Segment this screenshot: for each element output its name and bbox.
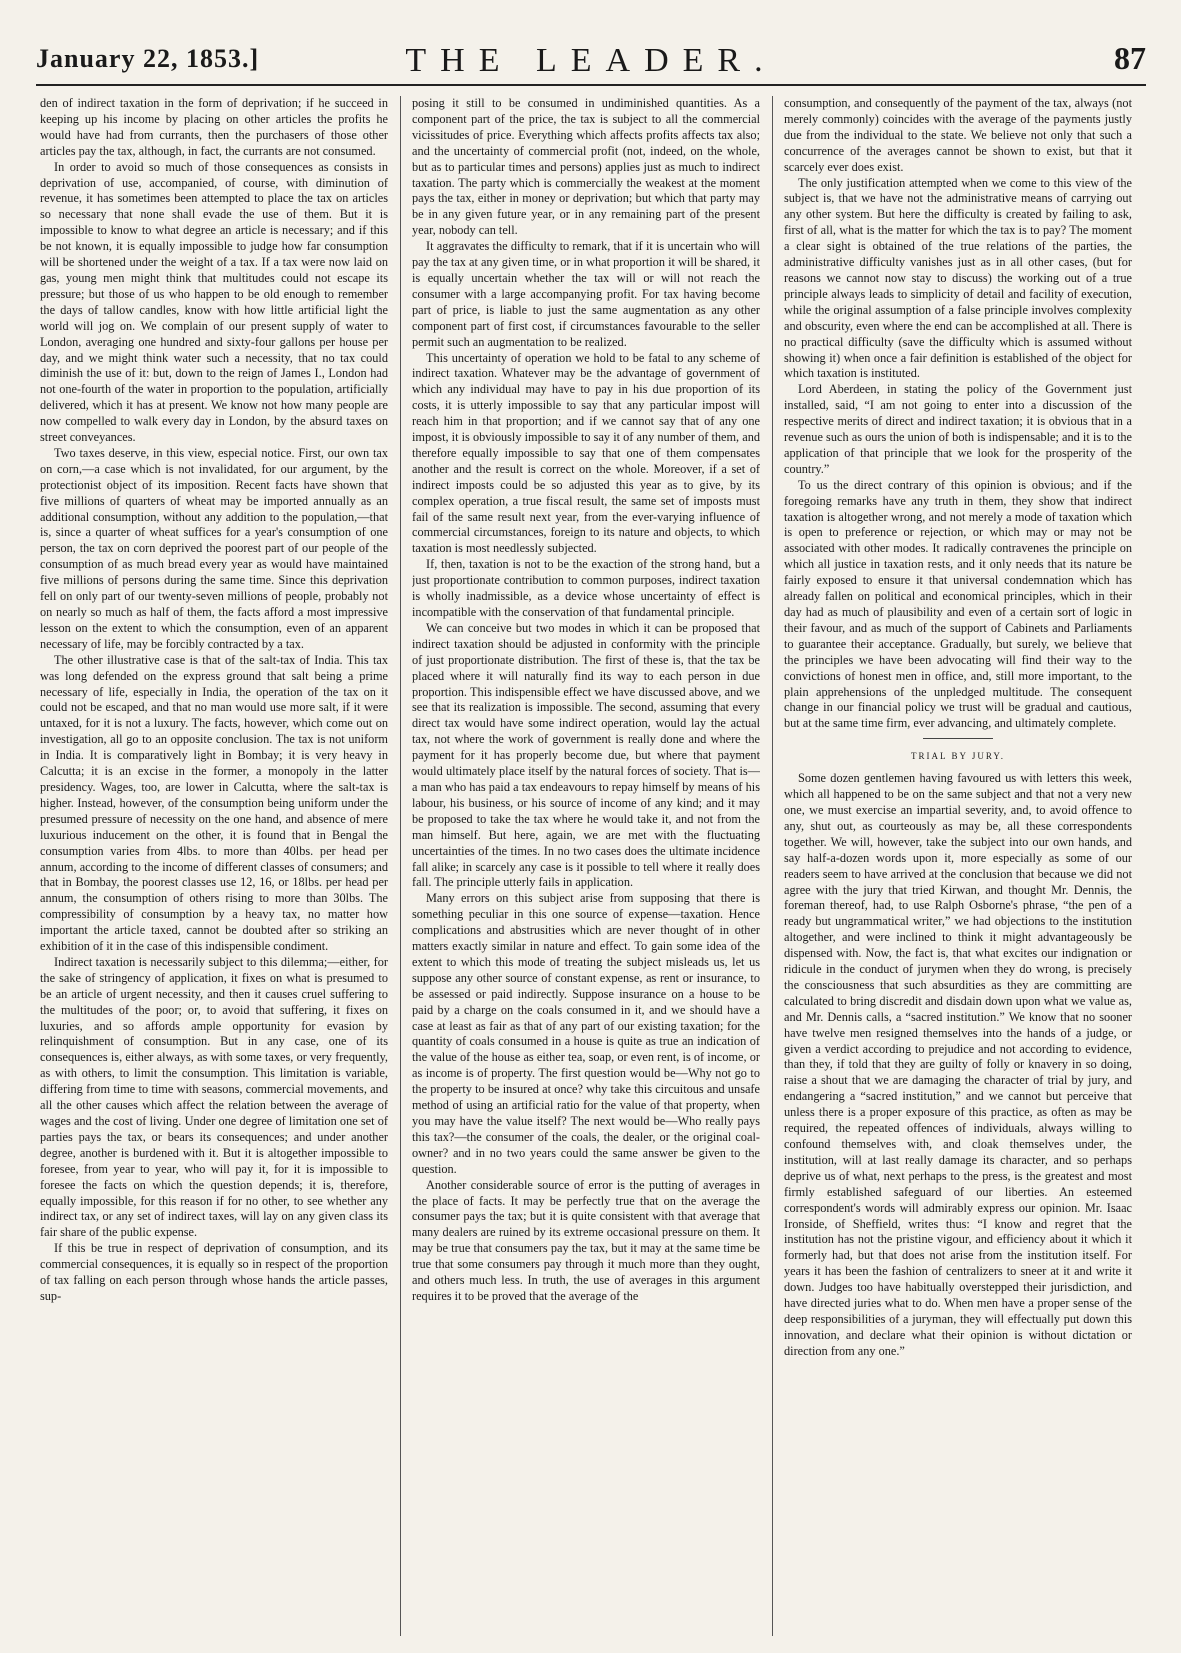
paragraph: It aggravates the difficulty to remark, that if it is uncertain who will pay the tax at any given time, or in what proportion it will be shared, it is equally uncertain whether the tax will or will not reach the consumer with a large accompanying profit. For tax having become part of price, is liable to just the same augmentation as any other component part of first cost, if circumstances favourable to the seller permit such an augmentation to be realized. [412, 239, 760, 349]
page-number: 87 [1114, 40, 1146, 76]
paragraph: Two taxes deserve, in this view, especial notice. First, our own tax on corn,—a case which is not invalidated, for our argument, by the protectionist object of its imposition. Recent facts have shown that five millions of quarters of wheat may be imported annually as an additional consumption, without any addition to the population,—that is, since a quarter of wheat suffices for a year's consumption of one person, the tax on corn deprived the poorest part of our people of the consumption of as much bread every year as would have maintained five millions of persons during the same time. Since this deprivation fell on only part of our twenty-seven millions of people, probably not on nearly so much as half of them, the facts afford a most impressive lesson on the extent to which the consumption, even of an apparent necessary of life, may be forcibly contracted by a tax. [40, 445, 388, 651]
paragraph: This uncertainty of operation we hold to be fatal to any scheme of indirect taxation. Whatever may be the advantage of government of which any individual may have to pay in his due proportion of its costs, it is utterly impossible to say that any particular impost will reach him in that proportion; and if we cannot say that of any one impost, it is obviously impossible to say it of any number of them, and therefore equally impossible to say that one of them compensates another and the result is correct on the whole. Moreover, if a set of indirect imposts could be so adjusted this year as to give, by its complex operation, a true fiscal result, the same set of imposts must fail of the same result next year, from the ever-varying influence of commercial circumstances, foreign to its nature and objects, to which taxation is most needlessly subjected. [412, 350, 760, 556]
column-2 [412, 96, 760, 1636]
paragraph: If this be true in respect of deprivation of consumption, and its commercial consequences, it is equally so in respect of the proportion of tax falling on each person through whose hands the article passes, sup- [40, 1241, 388, 1303]
column-1 [40, 96, 388, 1636]
issue-date: January 22, 1853.] [36, 44, 260, 73]
paragraph: Indirect taxation is necessarily subject to this dilemma;—either, for the sake of stringency of application, it fixes on what is presumed to be an article of urgent necessity, and then it causes cruel suffering to the multitudes of the poor; or, to avoid that suffering, it fixes on luxuries, and so affords ample opportunity for evasion by relinquishment of consumption. But in any case, one of its consequences is, either always, as with some taxes, or very frequently, as with others, to limit the consumption. This limitation is variable, differing from time to time with seasons, commercial movements, and all the other causes which affect the relation between the average of wages and the cost of living. Under one degree of limitation one set of parties pays the tax, or bears its consequences; and under another degree, another is burdened with it. But it is altogether impossible to foresee, from year to year, who will pay it, for it is impossible to foresee the facts on which the question depends; it is, therefore, equally impossible, for this reason if for no other, to see whether any indirect tax, or any set of indirect taxes, will lay on any given class its fair share of the public expense. [40, 954, 388, 1240]
section-rule [923, 738, 993, 739]
paragraph: Some dozen gentlemen having favoured us with letters this week, which all happened to be on the same subject and that not a very new one, we must exercise an impartial severity, and, to avoid offence to any, shut out, as courteously as may be, all these correspondents together. We will, however, take the subject into our own hands, and say half-a-dozen words upon it, more especially as some of our readers seem to have arrived at the conclusion that because we did not agree with the jury that tried Kirwan, and thought Mr. Dennis, the foreman thereof, had, to use Ralph Osborne's phrase, “the pen of a ready but ungrammatical writer,” we had objections to the institution altogether, and were inclined to think it might advantageously be dispensed with. Now, the fact is, that what excites our indignation or ridicule in the conduct of jurymen when they do wrong, is precisely the consciousness that such absurdities as they are committing are calculated to bring discredit and disdain down upon what we value as, and Mr. Dennis calls, a “sacred institution.” We know that no sooner have twelve men resigned themselves into the hands of a judge, or given a verdict according to prejudice and not according to evidence, than they, if told that they are guilty of folly or knavery in so doing, raise a shout that we are damaging the character of trial by jury, and endangering a “sacred institution,” and we cannot but perceive that unless there is a proper exposure of this practice, as often as may be required, the repeated offences of individuals, always willing to confound themselves with, and cloak themselves under, the institution, will at last really damage its character, and so perhaps deprive us of what, next perhaps to the press, is the greatest and most firmly established safeguard of our liberties. An esteemed correspondent's words will admirably express our opinion. Mr. Isaac Ironside, of Sheffield, writes thus: “I know and regret that the institution has not the pristine vigour, and efficiency about it which it formerly had, but that does not arise from the institution itself. For years it has been the fashion of centralizers to sneer at it and write it down. Judges too have habitually overstepped their jurisdiction, and have directed juries what to do. When men have a proper sense of the deep responsibilities of a juryman, they will effectually put down this innovation, and declare what their opinion is without dictation or direction from any one.” [784, 771, 1132, 1358]
paragraph: Lord Aberdeen, in stating the policy of the Government just installed, said, “I am not going to enter into a discussion of the respective merits of direct and indirect taxation; it is obvious that in a revenue such as ours the union of both is indispensable; and it is to the application of that principle that we look for the prosperity of the country.” [784, 382, 1132, 476]
paragraph: Another considerable source of error is the putting of averages in the place of facts. It may be perfectly true that on the average the consumer pays the tax; but it is quite consistent with that average that many dealers are ruined by its extreme occasional pressure on them. It may be true that consumers pay the tax, but it may at the same time be true that some consumers pay through it much more than they ought, and others much less. In truth, the use of averages in this argument requires it to be proved that the average of the [412, 1177, 760, 1303]
column-divider [400, 96, 401, 1636]
paragraph: consumption, and consequently of the payment of the tax, always (not merely commonly) coincides with the average of the payments justly due from the individual to the state. We believe not only that such a concurrence of the averages cannot be shown to exist, but that it scarcely ever does exist. [784, 96, 1132, 174]
newspaper-title: THE LEADER. [405, 42, 777, 79]
paragraph: If, then, taxation is not to be the exaction of the strong hand, but a just proportionate contribution to common purposes, indirect taxation is wholly inadmissible, as a device whose uncertainty of effect is incompatible with the conservation of that fundamental principle. [412, 557, 760, 619]
paragraph: In order to avoid so much of those consequences as consists in deprivation of use, accompanied, of course, with diminution of revenue, it has sometimes been attempted to place the tax on articles so necessary that none shall evade the use of them. But it is impossible to know to what degree an article is necessary; and if this be not known, it is equally impossible to judge how far consumption will be shortened under the weight of a tax. If a tax were now laid on gas, young men might think that multitudes could not escape its pressure; but those of us who happen to be old enough to remember the days of tallow candles, know with how little artificial light the world will jog on. We complain of our present supply of water to London, averaging one hundred and sixty-four gallons per house per day, and we might think water such a necessity, that no tax could diminish the use of it: but, down to the reign of James I., London had not one-fourth of the water in proportion to the population, artificially delivered, which it has at present. We know not how many people are now compelled to walk every day in London, by the absurd taxes on street conveyances. [40, 159, 388, 445]
paragraph: The other illustrative case is that of the salt-tax of India. This tax was long defended on the express ground that salt being a prime necessary of life, especially in India, the operation of the tax on it could not be escaped, and that no man would use more salt, if it were untaxed, for it is not a luxury. The facts, however, which come out on investigation, all go to an opposite conclusion. The tax is not uniform in India. It is comparatively light in Bombay; it is very heavy in Calcutta; it is an excise in the former, a monopoly in the latter presidency. Wages, too, are lower in Calcutta, where the salt-tax is higher. Instead, however, of the consumption being uniform under the presumed pressure of necessity on the one hand, and absence of mere luxurious inducement on the other, it is found that in Bengal the consumption varies from 4lbs. to more than 40lbs. per head per annum, according to the income of different classes of consumers; and that in Bombay, the poorest classes use 12, 16, or 18lbs. per head per annum, the consumption of others rising to more than 30lbs. The compressibility of consumption by a heavy tax, no matter how important the article taxed, cannot be doubted after so striking an exhibition of it in the case of this indispensible condiment. [40, 652, 388, 954]
paragraph: posing it still to be consumed in undiminished quantities. As a component part of the price, the tax is subject to all the commercial vicissitudes of price. Everything which affects profits affects tax also; and the uncertainty of commercial profit (not, indeed, on the whole, but as to particular times and persons) applies just as much to indirect taxation. The party which is commercially the weakest at the moment pays the tax, either in money or deprivation; but which that party may be in any given future year, or in any remaining part of the present year, nobody can tell. [412, 96, 760, 238]
paragraph: To us the direct contrary of this opinion is obvious; and if the foregoing remarks have any truth in them, they show that indirect taxation is altogether wrong, and not merely a mode of taxation which is open to preference or rejection, or which may or may not be associated with other modes. It radically contravenes the principle on which all justice in taxation rests, and it only needs that its nature be fairly exposed to ensure it that universal condemnation which has already fallen on political and economical principles, which in their day had as much of plausibility and even of a certain sort of logic in their favour, and as much of the support of Cabinets and Parliaments to guarantee their acceptance. Gradually, but surely, we believe that the principles we have been advocating will find their way to the convictions of honest men in office, and, still more important, to the plain apprehensions of the unpledged multitude. The consequent change in our financial policy we trust will be gradual and cautious, but at the same time firm, ever advancing, and ultimately complete. [784, 477, 1132, 731]
paragraph: The only justification attempted when we come to this view of the subject is, that we have not the administrative means of carrying out any other system. But here the difficulty is created by failing to ask, first of all, what is the matter for which the tax is to pay? The moment a clear sight is obtained of the true relations of the parties, the administrative difficulty vanishes just as in all other cases, (but for reasons we cannot now stay to discuss) the working out of a true principle always leads to simplicity of detail and facility of execution, while the original assumption of a false principle involves complexity and obscurity, even where the end can be accomplished at all. There is no practical difficulty (save the difficulty which is assumed without showing it) when once a fair definition is established of the object for which taxation is instituted. [784, 175, 1132, 381]
masthead [36, 38, 1146, 80]
column-3 [784, 96, 1132, 1636]
section-heading: TRIAL BY JURY. [911, 751, 1005, 762]
paragraph: We can conceive but two modes in which it can be proposed that indirect taxation should be adjusted in conformity with the principle of just proportionate distribution. The first of these is, that the tax be placed where it will naturally find its way to each person in due proportion. This indispensible effect we have discussed above, and we see that its realization is impossible. The second, assuming that every direct tax would have some indirect operation, would lay the actual tax, not where the work of government is really done and where the payment for it has properly become due, but where that payment would ultimately place itself by the natural forces of society. That is—a man who has paid a tax endeavours to repay himself by means of his labour, his business, or his source of income of any kind; and it may be proposed to take the tax where he would take it, and not from the man himself. But here, again, we are met with the fluctuating uncertainties of the times. In no two cases does the ultimate incidence fall alike; in scarcely any case is it possible to tell where it really does fall. The principle utterly fails in application. [412, 620, 760, 890]
column-divider [772, 96, 773, 1636]
paragraph: Many errors on this subject arise from supposing that there is something peculiar in this one source of expense—taxation. Hence complications and abstrusities which are never thought of in other matters exactly similar in nature and effect. To gain some idea of the extent to which this mode of treating the subject misleads us, let us suppose any other source of constant expense, as rent or insurance, to be assessed or paid indirectly. Suppose insurance on a house to be paid by a charge on the coals consumed in it, and we should have a case at least as fair as that of any part of our existing taxation; for the quantity of coals consumed in a house is quite as true an indication of the value of the house as either tea, soap, or even rent, is of income, or as income is of property. The first question would be—Why not go to the property to be insured at once? why take this circuitous and unsafe method of using an artificial ratio for the value of that property, when you may have the value itself? The next would be—Who really pays this tax?—the consumer of the coals, the dealer, or the original coal-owner? and in no two years could the same answer be given to the question. [412, 891, 760, 1176]
paragraph: den of indirect taxation in the form of deprivation; if he succeed in keeping up his income by placing on other articles the profits he would have had from currants, then the purchasers of those other articles pay the tax, although, in fact, the currants are not consumed. [40, 96, 388, 158]
header-rule [36, 84, 1146, 86]
